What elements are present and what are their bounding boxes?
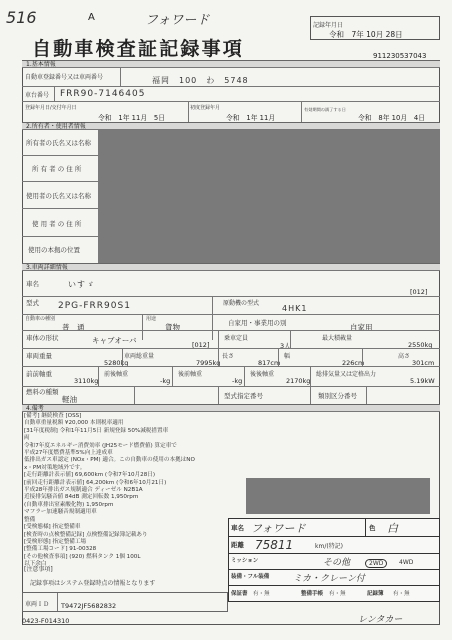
handwritten-page-number: 516	[6, 8, 37, 27]
kind-label: 自動車の種別	[25, 316, 56, 322]
card-4wd: 4WD	[399, 559, 414, 566]
weight-label: 車両重量	[26, 352, 52, 360]
form-number: 0423-F014310	[22, 617, 70, 625]
expiry-label: 有効期間の満了する日	[304, 107, 346, 112]
business: 自家用	[350, 323, 373, 332]
card-name: フォワード	[251, 522, 306, 535]
card-km-unit: km/(特記)	[315, 543, 344, 550]
card-color: 白	[387, 522, 398, 535]
axle2-label: 前後軸重	[104, 371, 129, 378]
displacement: 5.19kW	[410, 377, 435, 385]
gross-weight-label: 車両総重量	[124, 353, 155, 360]
axle3-label: 後前軸重	[178, 371, 203, 378]
front-axle: 3110kg	[74, 377, 99, 385]
section-remarks: 4.備考	[22, 404, 440, 412]
type-label: 型式	[26, 299, 39, 307]
length-label: 長さ	[222, 353, 235, 360]
card-warranty: 有・無	[253, 591, 270, 597]
body-code: [012]	[192, 341, 210, 349]
section-basic-info: 1.基本情報	[22, 60, 440, 68]
max-load: 2550kg	[408, 341, 433, 349]
owner-redaction	[98, 130, 440, 263]
handwritten-model: フォワード	[145, 13, 210, 28]
car-id-label: 車両ＩＤ	[25, 601, 50, 608]
card-equip: ミカ・クレーン付	[293, 574, 365, 584]
axle3: -kg	[232, 377, 243, 385]
fuel-label: 燃料の種類	[26, 388, 59, 396]
card-mission: その他	[323, 558, 351, 568]
weight: 5280kg	[104, 359, 129, 367]
user-name-label: 使用者の氏名又は名称	[26, 192, 91, 200]
card-manual: 有・無	[329, 591, 346, 597]
maker: いすゞ	[68, 280, 95, 289]
classification-label: 類別区分番号	[318, 392, 357, 400]
card-km: 75811	[255, 538, 294, 552]
owner-address-label: 所 有 者 の 住 所	[32, 165, 82, 173]
vehicle-card	[228, 518, 440, 602]
engine-model: 4HK1	[282, 304, 308, 313]
remarks-redaction	[246, 478, 430, 514]
maker-code: [012]	[410, 288, 428, 296]
model-type: 2PG-FRR90S1	[58, 301, 131, 311]
capacity-label: 乗車定員	[224, 335, 249, 342]
card-km-label: 距離	[231, 541, 244, 549]
kind: 普 通	[62, 323, 85, 332]
capacity: 3人	[280, 342, 291, 350]
user-address-label: 使 用 者 の 住 所	[32, 220, 82, 228]
first-registration: 令和 1年 11月 5日	[98, 114, 166, 122]
remarks-text: [備考] 継続検査 [OSS] 自動車重量税額 ¥20,000 本則税率適用 [31年度税制] 令和1年11月5日 新規登録 50%減税措置車 両 令和7年度エネルギー消費効率 (JH25モード燃費値) 算定車で 平成27年度燃費基準5%向上達成車 低排出ガス車認定 (NOx・PM) 適合。この自動車の使用の本拠はNO x・PM対策地域外です。 [走行距離計表示値] 69,600km (令和7年10月28日) [前回走行距離計表示値] 64,200km (令和6年10月21日) 平成28年排出ガス規制適合 ディーゼル N2B1A 近接排気騒音値 84dB 測定回転数 1,950rpm (自動車排出窒素酸化物) 1,950rpm マフラー加速騒音規制適用車 整備 [受検態様] 指定整備車 [検査時の点検整備記録] 点検整備記録簿記載あり [受検形態] 指定整備工場 [整備工場コード] 91-00328 [その他検査事項] (920) 燃料タンク 1個 100L 以下余白	[24, 413, 195, 568]
designation-label: 型式指定番号	[224, 392, 263, 400]
section-owner-info: 2.所有者・使用者情報	[22, 122, 440, 130]
height: 301cm	[412, 359, 435, 367]
first-date: 令和 1年 11月	[226, 114, 276, 122]
car-id-box	[22, 592, 228, 612]
height-label: 高さ	[398, 353, 411, 360]
axle2: -kg	[160, 377, 171, 385]
card-color-label: 色	[369, 524, 376, 532]
displacement-label: 総排気量又は定格出力	[316, 371, 377, 378]
card-2wd: 2WD	[365, 559, 387, 568]
fuel: 軽油	[62, 395, 77, 404]
max-load-label: 最大積載量	[322, 335, 353, 342]
vin-label: 車台番号	[25, 92, 50, 99]
page-title: 自動車検査証記録事項	[32, 38, 245, 60]
handwritten-rental: レンタカー	[358, 615, 403, 625]
body-shape: キャブオーバ	[92, 336, 137, 345]
card-manual-label: 整備手帳	[301, 591, 324, 597]
card-name-label: 車名	[231, 524, 244, 532]
card-record: 有・無	[393, 591, 410, 597]
length: 817cm	[258, 359, 281, 367]
business-label: 自家用・事業用の別	[228, 319, 287, 327]
car-id: T9472JF5682832	[61, 602, 117, 610]
axle4: 2170kg	[286, 377, 311, 385]
use: 貨物	[165, 323, 180, 332]
use-label: 用途	[146, 316, 157, 322]
first-date-label: 初度登録年月	[190, 105, 221, 111]
maker-label: 車名	[26, 280, 39, 288]
record-date: 令和 7年 10月 28日	[329, 30, 403, 39]
vin: FRR90-7146405	[60, 89, 146, 99]
notice-text: 記録事項はシステム登録時点の情報となります	[30, 580, 156, 587]
card-warranty-label: 保証書	[231, 591, 248, 597]
width: 226cm	[342, 359, 365, 367]
reg-number: 福岡 100 わ 5748	[152, 76, 249, 85]
front-axle-label: 前前軸重	[26, 370, 52, 378]
first-registration-label: 登録年月日/交付年月日	[25, 105, 77, 111]
width-label: 幅	[284, 353, 291, 360]
axle4-label: 後後軸重	[250, 371, 275, 378]
notice-label: [注意事項]	[24, 566, 53, 573]
engine-label: 原動機の型式	[223, 300, 260, 307]
document-number: 911230537043	[373, 52, 427, 60]
card-record-label: 記録簿	[367, 591, 384, 597]
base-location-label: 使用の本拠の位置	[28, 246, 80, 254]
gross-weight: 7995kg	[196, 359, 221, 367]
owner-name-label: 所有者の氏名又は名称	[26, 139, 91, 147]
mark-a: A	[88, 12, 95, 23]
record-date-label: 記録年月日	[313, 22, 344, 29]
card-equip-label: 装備・フル装備	[231, 574, 270, 580]
record-date-box	[310, 16, 440, 40]
body-label: 車体の形状	[26, 334, 59, 342]
section-vehicle-details: 3.車両詳細情報	[22, 263, 440, 271]
reg-number-label: 自動車登録番号又は車両番号	[25, 74, 104, 81]
card-mission-label: ミッション	[231, 558, 259, 564]
expiry-date: 令和 8年 10月 4日	[358, 114, 426, 122]
